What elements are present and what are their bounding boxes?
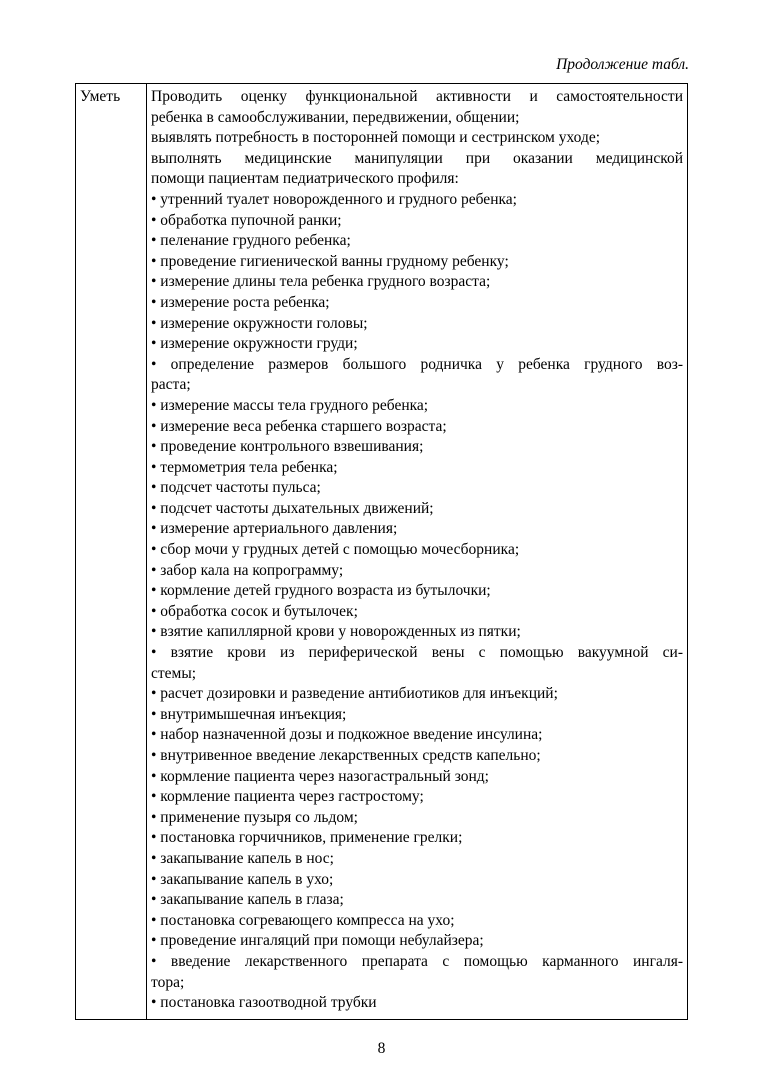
list-item: • измерение массы тела грудного ребенка; [151,396,429,414]
list-item: • закапывание капель в ухо; [151,870,334,888]
list-item: • проведение ингаляций при помощи небулайзера; [151,932,484,950]
list-item: • внутривенное введение лекарственных средств капельно; [151,747,541,764]
list-item: • закапывание капель в нос; [151,849,334,867]
text-line: ребенка в самообслуживании, передвижении, общении; [151,108,520,126]
list-item: • внутримышечная инъекция; [151,705,347,723]
list-item: • обработка пупочной ранки; [151,211,342,229]
list-item: • пеленание грудного ребенка; [151,232,351,250]
list-item: • кормление детей грудного возраста из бутылочки; [151,582,491,600]
list-item-continuation: стемы; [151,664,197,682]
list-item-continuation: раста; [151,376,191,394]
row-label-cell [76,84,147,1020]
list-item: • проведение контрольного взвешивания; [151,438,424,456]
list-item: • утренний туалет новорожденного и грудного ребенка; [151,190,517,208]
text-line: Проводить оценку функциональной активности и самостоятельности [151,88,683,105]
list-item: • постановка газоотводной трубки [151,994,377,1012]
list-item: • измерение артериального давления; [151,520,398,538]
list-item-continuation: тора; [151,973,185,991]
list-item: • определение размеров большого родничка у ребенка грудного воз- [151,355,683,373]
table-continuation-caption: Продолжение табл. [556,56,689,73]
text-line: выполнять медицинские манипуляции при оказании медицинской [151,149,683,167]
list-item: • сбор мочи у грудных детей с помощью мочесборника; [151,541,520,559]
row-label: Уметь [80,88,121,105]
list-item: • измерение роста ребенка; [151,293,330,311]
skills-table [75,83,688,1020]
text-line: выявлять потребность в посторонней помощи и сестринском уходе; [151,129,601,147]
list-item: • забор кала на копрограмму; [151,561,344,579]
list-item: • постановка горчичников, применение грелки; [151,829,463,847]
text-line: помощи пациентам педиатрического профиля: [151,170,459,188]
list-item: • постановка согревающего компресса на ухо; [151,911,455,929]
list-item: • обработка сосок и бутылочек; [151,602,358,620]
list-item: • взятие капиллярной крови у новорожденных из пятки; [151,623,521,641]
list-item: • набор назначенной дозы и подкожное введение инсулина; [151,726,543,744]
list-item: • взятие крови из периферической вены с помощью вакуумной си- [151,644,683,662]
list-item: • подсчет частоты дыхательных движений; [151,499,434,517]
list-item: • кормление пациента через гастростому; [151,788,424,806]
list-item: • измерение окружности груди; [151,335,358,353]
page-number: 8 [377,1040,386,1057]
list-item: • проведение гигиенической ванны грудному ребенку; [151,252,509,270]
list-item: • подсчет частоты пульса; [151,479,321,497]
list-item: • термометрия тела ребенка; [151,458,338,476]
list-item: • кормление пациента через назогастральный зонд; [151,767,489,785]
list-item: • измерение веса ребенка старшего возраста; [151,417,447,435]
list-item: • измерение окружности головы; [151,314,368,332]
list-item: • расчет дозировки и разведение антибиотиков для инъекций; [151,685,558,703]
list-item: • закапывание капель в глаза; [151,891,344,909]
list-item: • измерение длины тела ребенка грудного возраста; [151,273,491,291]
list-item: • применение пузыря со льдом; [151,808,358,826]
list-item: • введение лекарственного препарата с помощью карманного ингаля- [151,952,683,970]
table-row [76,84,688,1020]
row-content-cell [147,84,688,1020]
